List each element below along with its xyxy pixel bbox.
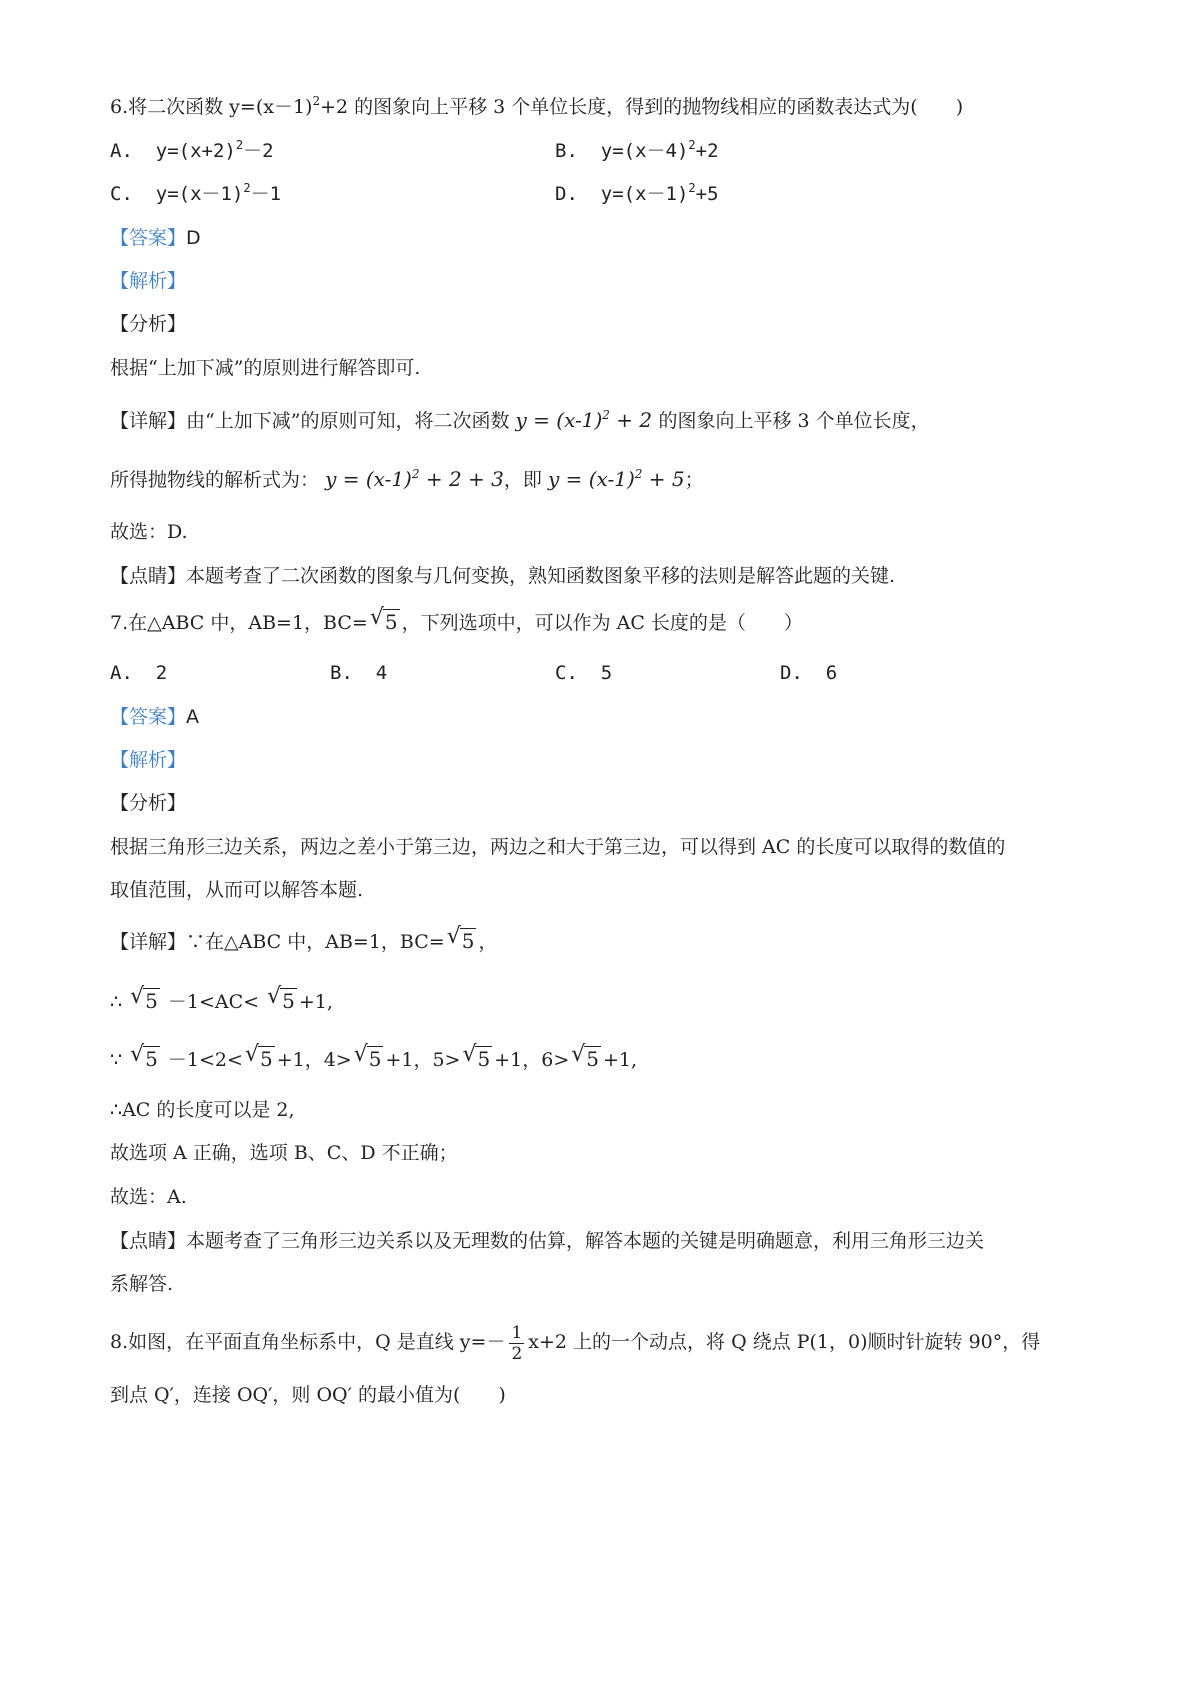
q6-option-d: D. $y=(x-1)^2+5$ xyxy=(555,181,719,205)
q6-fenxi-tag: 【分析】 xyxy=(110,313,187,335)
q6-formula-sum: $y = (x-1)^2 + 2 + 3$ xyxy=(325,467,504,491)
q6-stem-part1: 6.将二次函数 y=(x－1) xyxy=(110,96,313,118)
q7-option-d: D. 6 xyxy=(780,662,838,684)
q7-step3: ∴AC 的长度可以是 2, xyxy=(110,1099,295,1121)
q7-answer: 【答案】A xyxy=(110,706,200,728)
q7-step2: ∵ √ 5 －1<2< √ 5 +1，4> √ 5 +1，5> √ 5 +1，6> √ 5 +1, xyxy=(110,1042,638,1071)
q7-fenxi-tag: 【分析】 xyxy=(110,792,187,814)
sqrt-5: √ 5 xyxy=(353,1042,382,1071)
q6-choose: 故选：D. xyxy=(110,521,188,543)
sqrt-5: √ 5 xyxy=(267,984,295,1013)
q7-step1: ∴ √ 5 －1<AC< √ 5 +1, xyxy=(110,984,333,1013)
q6-detail: 【详解】由“上加下减”的原则可知，将二次函数 $y = (x-1)^2 + 2$ 的图象向上平移 3 个单位长度， xyxy=(110,408,930,432)
q7-detail: 【详解】∵在△ABC 中，AB=1，BC= √ 5 ， xyxy=(110,924,498,953)
q7-fenxi-line2: 取值范围，从而可以解答本题. xyxy=(110,879,364,901)
q7-dianjing-line2: 系解答. xyxy=(110,1273,174,1295)
q7-choose: 故选：A. xyxy=(110,1186,187,1208)
q7-option-a: A. 2 xyxy=(110,662,168,684)
sqrt-5: √ 5 xyxy=(571,1042,599,1071)
q6-stem xyxy=(110,94,963,120)
q6-detail-formula: $y = (x-1)^2 + 2$ xyxy=(515,408,659,432)
q7-stem: 7.在△ABC 中，AB=1，BC= √ 5 ，下列选项中，可以作为 AC 长度的是（ ） xyxy=(110,605,803,634)
q6-option-b: B. $y=(x-4)^2+2$ xyxy=(555,138,719,162)
q6-formula-result: $y = (x-1)^2 + 5$ xyxy=(547,467,685,491)
q6-answer-value: D xyxy=(186,227,201,249)
q7-option-b: B. 4 xyxy=(330,662,388,684)
sqrt-5: √ 5 xyxy=(446,924,475,953)
q8-stem-line1: 8.如图，在平面直角坐标系中，Q 是直线 y=－ $\frac{1}{2}$ x+2 上的一个动点，将 Q 绕点 P(1，0)顺时针旋转 90°，得 xyxy=(110,1322,1041,1364)
q6-fenxi-text: 根据“上加下减”的原则进行解答即可. xyxy=(110,357,421,379)
sqrt-5: √ 5 xyxy=(130,984,158,1013)
q7-step4: 故选项 A 正确，选项 B、C、D 不正确； xyxy=(110,1142,458,1164)
sqrt-5: √ 5 xyxy=(244,1042,273,1071)
sqrt-5: √ 5 xyxy=(130,1042,158,1071)
q6-stem-exponent: 2 xyxy=(312,94,321,108)
q6-option-c: C. $y=(x-1)^2-1$ xyxy=(110,181,282,205)
q7-option-c: C. 5 xyxy=(555,662,613,684)
q8-stem-line2: 到点 Q′，连接 OQ′，则 OQ′ 的最小值为( ) xyxy=(110,1384,506,1406)
q6-dianjing: 【点睛】本题考查了二次函数的图象与几何变换，熟知函数图象平移的法则是解答此题的关键. xyxy=(110,565,896,587)
answer-tag: 【答案】 xyxy=(110,227,187,249)
q6-answer xyxy=(110,225,201,251)
q6-detail-line2: 所得抛物线的解析式为： $y = (x-1)^2 + 2 + 3$，即 $y = (x-1)^2 + 5$； xyxy=(110,467,704,491)
fraction-one-half: $\frac{1}{2}$ xyxy=(511,1322,523,1364)
q7-analysis-tag: 【解析】 xyxy=(110,749,187,771)
q6-analysis-tag: 【解析】 xyxy=(110,270,187,292)
sqrt-5: √ 5 xyxy=(462,1042,491,1071)
q6-option-a: A. $y=(x+2)^2-2$ xyxy=(110,138,274,162)
q6-stem-part2: +2 的图象向上平移 3 个单位长度，得到的抛物线相应的函数表达式为( ) xyxy=(320,96,964,118)
q7-fenxi-line1: 根据三角形三边关系，两边之差小于第三边，两边之和大于第三边，可以得到 AC 的长度可以取得的数值的 xyxy=(110,836,1006,858)
sqrt-5: √ 5 xyxy=(369,605,398,634)
q7-dianjing-line1: 【点睛】本题考查了三角形三边关系以及无理数的估算，解答本题的关键是明确题意，利用三角形三边关 xyxy=(110,1230,985,1252)
